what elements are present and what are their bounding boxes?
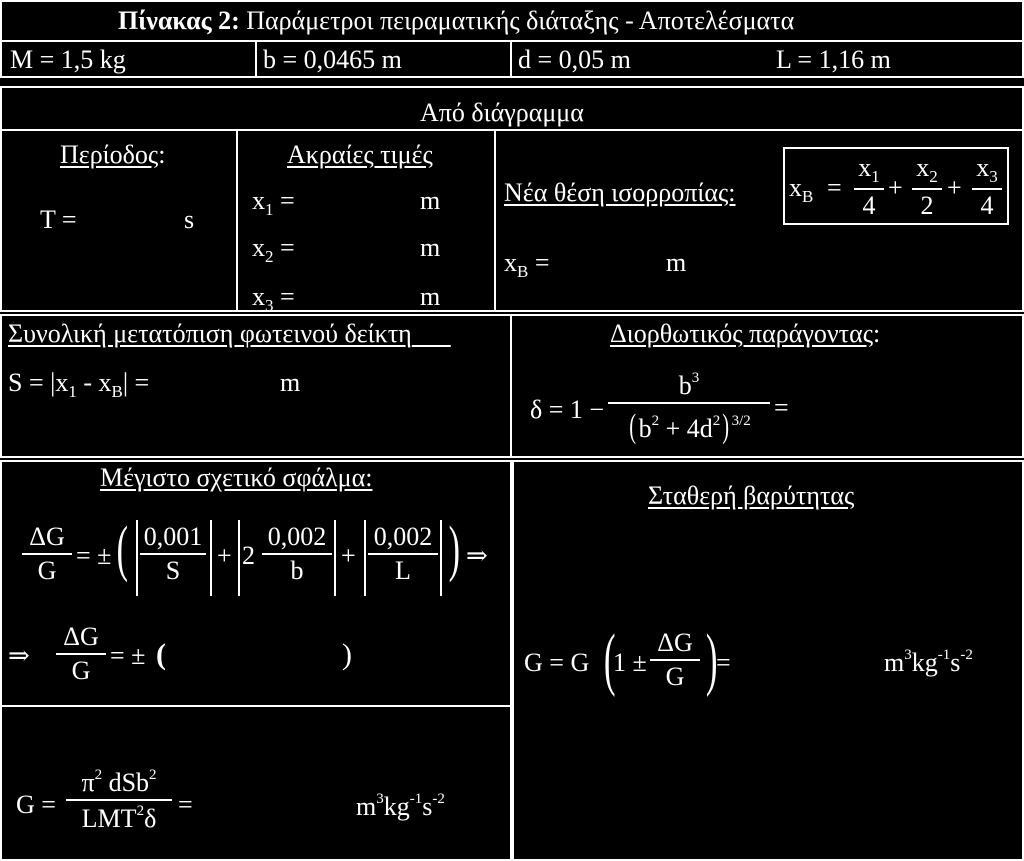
formula-plus: +: [947, 173, 962, 202]
extreme-x3: $x_3$ =: [252, 282, 295, 315]
diagram-heading: Από διάγραμμα: [420, 98, 584, 127]
param-d: d = 0,05 m: [518, 45, 631, 74]
period-label: Περίοδος:: [60, 140, 166, 169]
open-paren: (: [603, 621, 616, 698]
period-equals: T =: [40, 205, 77, 234]
abs-bar: [440, 520, 442, 596]
error-plus: +: [217, 541, 232, 570]
formula-plus: +: [888, 173, 903, 202]
implies-arrow: ⇒: [466, 541, 488, 570]
equilibrium-label: Νέα θέση ισορροπίας:: [504, 178, 736, 207]
error-plus: +: [341, 541, 356, 570]
correction-equals: =: [774, 393, 789, 422]
abs-bar: [238, 520, 240, 596]
error-lhs-fraction: $\frac{\Delta G}{G}$: [22, 524, 72, 584]
extremes-label: Ακραίες τιμές: [287, 140, 433, 169]
correction-lhs: δ = 1 −: [530, 395, 605, 424]
extreme-x1: $x_1$ =: [252, 186, 295, 219]
param-b: b = 0,0465 m: [263, 45, 402, 74]
equilibrium-xb: $x_B$ =: [504, 248, 550, 281]
abs-bar: [334, 520, 336, 596]
error-result-open: (: [156, 638, 166, 671]
gravity-unit: $m^3kg^{-1}s^{-2}$: [884, 647, 973, 677]
error-coefficient: 2: [242, 541, 255, 570]
correction-label: Διορθωτικός παράγοντας:: [610, 319, 881, 348]
gravity-lhs: G = G: [524, 648, 590, 677]
error-result-fraction: $\frac{\Delta G}{G}$: [56, 624, 106, 684]
extreme-x1-unit: m: [420, 186, 441, 215]
param-mass: M = 1,5 kg: [10, 45, 126, 74]
g-formula-unit: $m^3kg^{-1}s^{-2}$: [356, 791, 445, 821]
open-paren: (: [116, 515, 129, 583]
extreme-x2: $x_2$ =: [252, 233, 295, 266]
abs-bar: [136, 520, 138, 596]
g-formula-equals: =: [178, 790, 193, 819]
page-title: [118, 8, 794, 34]
error-equals-pm: = ±: [76, 541, 112, 570]
implies-arrow: ⇒: [8, 641, 30, 670]
extreme-x3-unit: m: [420, 282, 441, 311]
error-result-pm: = ±: [110, 641, 146, 670]
divider: [0, 129, 1024, 131]
gravity-one-pm: 1 ±: [613, 648, 647, 677]
abs-bar: [210, 520, 212, 596]
equilibrium-unit: m: [666, 248, 687, 277]
error-term-3: $\frac{0,002}{L}$: [368, 524, 438, 584]
fraction-x1-over-4: $\frac{x_1}{4}$: [854, 155, 884, 219]
displacement-unit: m: [280, 368, 301, 397]
close-paren: ): [448, 515, 461, 583]
period-unit: s: [184, 205, 195, 234]
fraction-x3-over-4: $\frac{x_3}{4}$: [972, 155, 1002, 219]
g-formula-fraction: $\pi^2$ dSb$^2$ LMT$^2$δ: [66, 768, 172, 832]
extreme-x2-unit: m: [420, 233, 441, 262]
divider: [510, 40, 512, 78]
g-formula-lhs: G =: [16, 790, 56, 819]
abs-bar: [364, 520, 366, 596]
divider: [255, 40, 257, 78]
error-label: Μέγιστο σχετικό σφάλμα:: [100, 463, 373, 492]
gravity-label: Σταθερή βαρύτητας: [648, 481, 855, 510]
error-result-close: ): [342, 638, 352, 671]
formula-equals: =: [827, 173, 842, 202]
displacement-equation: $S = |x_1 - x_B|$ =: [8, 368, 150, 401]
error-term-1: $\frac{0,001}{S}$: [140, 524, 206, 584]
table-caption: Παράμετροι πειραματικής διάταξης - Αποτελέσματα: [239, 6, 795, 35]
gravity-equals: =: [716, 648, 731, 677]
table-number: Πίνακας 2:: [118, 6, 240, 35]
formula-xb: $x_B$: [789, 173, 814, 206]
displacement-label: Συνολική μετατόπιση φωτεινού δείκτη: [8, 319, 412, 348]
close-paren: ): [705, 621, 718, 698]
error-term-2: $\frac{0,002}{b}$: [262, 524, 332, 584]
param-length: L = 1,16 m: [776, 45, 891, 74]
divider: [494, 129, 496, 312]
gravity-fraction: $\frac{\Delta G}{G}$: [650, 630, 700, 690]
correction-fraction: $\frac{b^3}{(b^2 + 4d^2) ^{3/2}}$: [608, 371, 770, 444]
divider: [236, 129, 238, 312]
fraction-x2-over-2: $\frac{x_2}{2}$: [912, 155, 942, 219]
